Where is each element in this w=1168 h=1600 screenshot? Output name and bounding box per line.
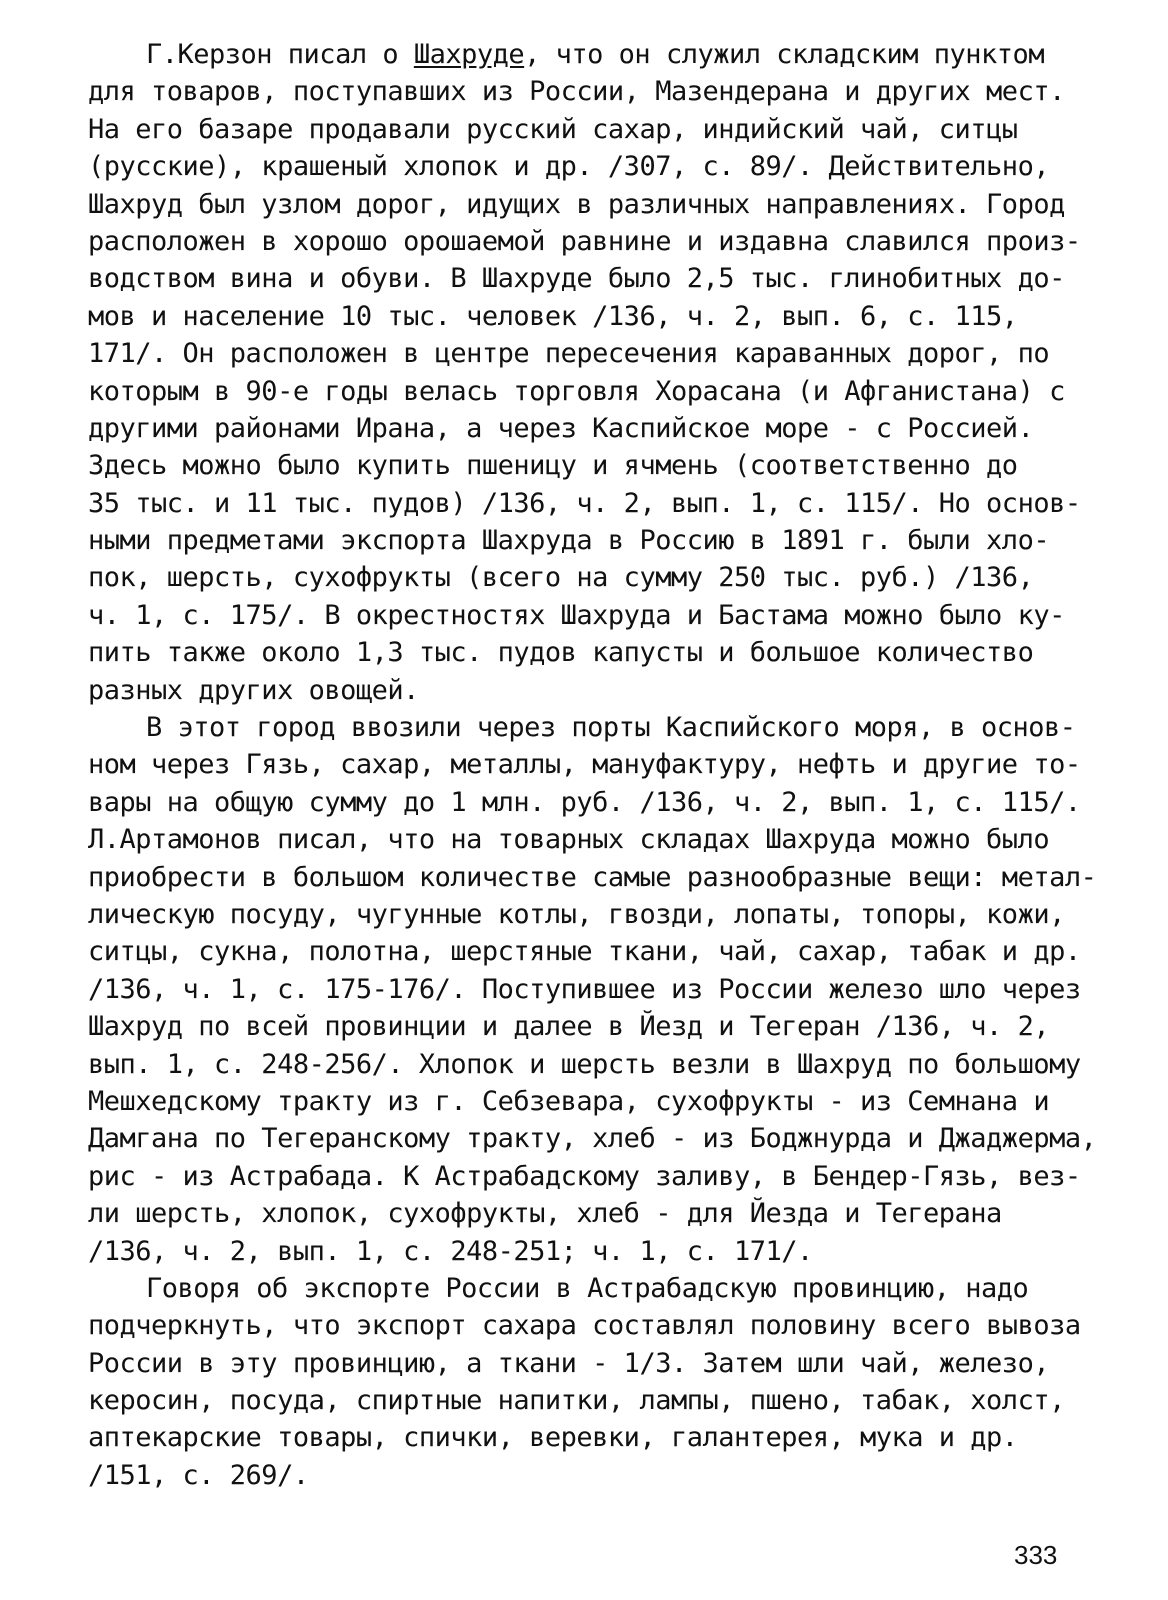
text-line: России в эту провинцию, а ткани - 1/3. Затем шли чай, железо, [88,1347,1050,1379]
text-line: приобрести в большом количестве самые разнообразные вещи: метал- [88,861,1097,893]
text-line: подчеркнуть, что экспорт сахара составлял половину всего вывоза [88,1310,1081,1342]
text-line: для товаров, поступавших из России, Мазендерана и других мест. [88,76,1065,108]
paragraph [88,709,1097,1270]
text-line: 171/. Он расположен в центре пересечения караванных дорог, по [88,338,1050,370]
text-line: В этот город ввозили через порты Каспийского моря, в основ- [146,712,1076,744]
text-line: Шахруд был узлом дорог, идущих в различных направлениях. Город [88,188,1065,220]
text-line: другими районами Ирана, а через Каспийское море - с Россией. [88,412,1034,444]
text-line: ными предметами экспорта Шахруда в Россию в 1891 г. были хло- [88,525,1050,557]
paragraph [88,1270,1088,1494]
text-line [88,36,1088,73]
text-line: (русские), крашеный хлопок и др. /307, с. 89/. Действительно, [88,151,1050,183]
text-line: Л.Артамонов писал, что на товарных складах Шахруда можно было [88,824,1050,856]
text-line: вып. 1, с. 248-256/. Хлопок и шерсть везли в Шахруд по большому [88,1048,1081,1080]
text-line: /136, ч. 1, с. 175-176/. Поступившее из России железо шло через [88,973,1081,1005]
text-line: разных других овощей. [88,674,419,706]
text-line: 35 тыс. и 11 тыс. пудов) /136, ч. 2, вып. 1, с. 115/. Но основ- [88,487,1081,519]
text-line: пок, шерсть, сухофрукты (всего на сумму 250 тыс. руб.) /136, [88,562,1034,594]
text-line: лическую посуду, чугунные котлы, гвозди, лопаты, топоры, кожи, [88,898,1065,930]
text-line: Дамгана по Тегеранскому тракту, хлеб - из Боджнурда и Джаджерма, [88,1123,1097,1155]
text-line: которым в 90-е годы велась торговля Хорасана (и Афганистана) с [88,375,1065,407]
text-line: аптекарские товары, спички, веревки, галантерея, мука и др. [88,1422,1018,1454]
text-line: ном через Гязь, сахар, металлы, мануфактуру, нефть и другие то- [88,749,1081,781]
text-line: На его базаре продавали русский сахар, индийский чай, ситцы [88,113,1018,145]
text-line: ч. 1, с. 175/. В окрестностях Шахруда и Бастама можно было ку- [88,599,1065,631]
text-line: Здесь можно было купить пшеницу и ячмень (соответственно до [88,450,1018,482]
text-line: Говоря об экспорте России в Астрабадскую провинцию, надо [146,1272,1029,1304]
text-line: рис - из Астрабада. К Астрабадскому заливу, в Бендер-Гязь, вез- [88,1160,1081,1192]
text-line: ли шерсть, хлопок, сухофрукты, хлеб - для Йезда и Тегерана [88,1198,1002,1230]
body-text [88,36,1097,1494]
text-line: /151, с. 269/. [88,1459,309,1491]
text-segment: Г.Керзон писал о [146,39,414,70]
text-line: вары на общую сумму до 1 млн. руб. /136, ч. 2, вып. 1, с. 115/. [88,786,1081,818]
text-line: керосин, посуда, спиртные напитки, лампы, пшено, табак, холст, [88,1385,1065,1417]
paragraph [88,36,1088,709]
text-line: мов и население 10 тыс. человек /136, ч. 2, вып. 6, с. 115, [88,300,1018,332]
page-number: 333 [1014,1540,1058,1570]
text-line: расположен в хорошо орошаемой равнине и издавна славился произ- [88,225,1081,257]
text-line: пить также около 1,3 тыс. пудов капусты и большое количество [88,637,1034,669]
text-line: ситцы, сукна, полотна, шерстяные ткани, чай, сахар, табак и др. [88,936,1081,968]
underlined-place-name: Шахруде [413,39,525,70]
text-segment: , что он служил складским пунктом [524,39,1045,70]
text-line: /136, ч. 2, вып. 1, с. 248-251; ч. 1, с. 171/. [88,1235,813,1267]
text-line: водством вина и обуви. В Шахруде было 2,5 тыс. глинобитных до- [88,263,1065,295]
text-line: Шахруд по всей провинции и далее в Йезд и Тегеран /136, ч. 2, [88,1011,1050,1043]
text-line: Мешхедскому тракту из г. Себзевара, сухофрукты - из Семнана и [88,1085,1050,1117]
